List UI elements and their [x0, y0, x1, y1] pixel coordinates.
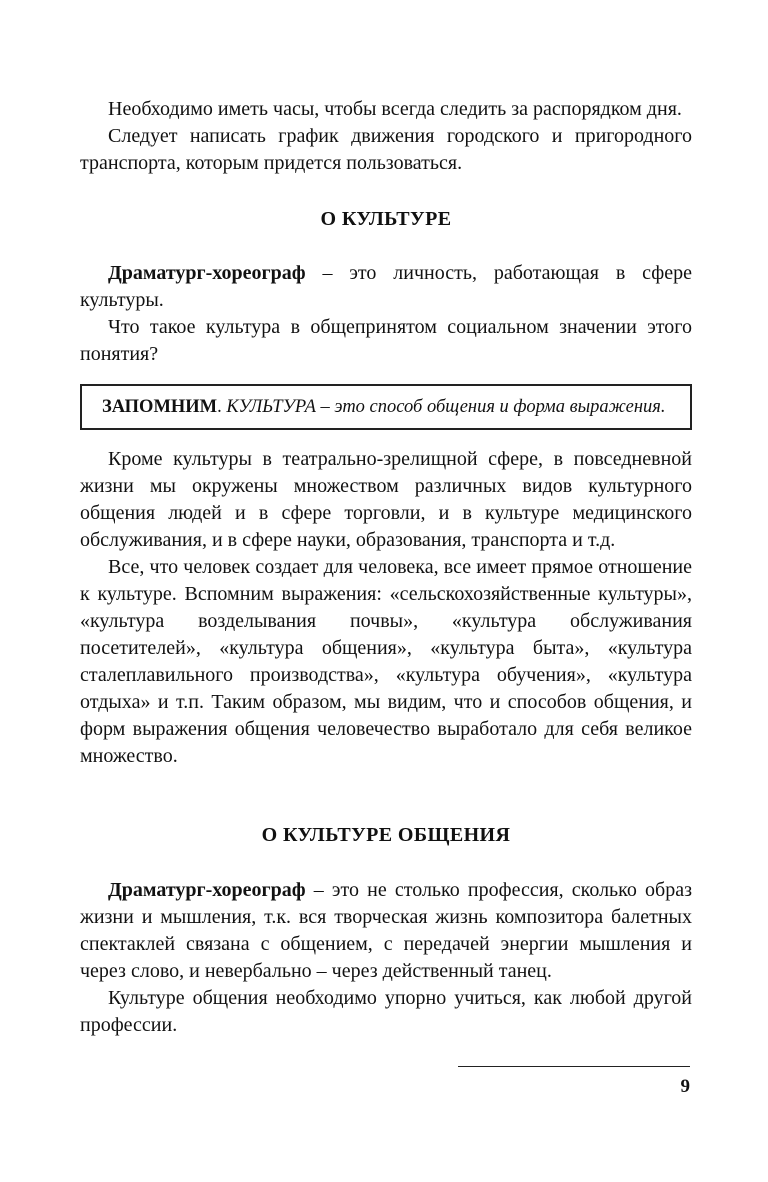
remember-box [80, 384, 692, 430]
intro-paragraph-2: Следует написать график движения городского и пригородного транспорта, которым придется пользоваться. [80, 125, 692, 174]
culture-paragraph-2: Что такое культура в общепринятом социальном значении этого понятия? [80, 316, 692, 365]
section-heading-culture: О КУЛЬТУРЕ [320, 208, 452, 230]
culture-paragraph-1-text: – это личность, работающая в сфере культуры. [80, 262, 692, 311]
remember-separator: . [217, 397, 227, 417]
remember-label: ЗАПОМНИМ [102, 397, 218, 417]
communication-paragraph-1-text: – это не столько профессия, сколько образ жизни и мышления, т.к. вся творческая жизнь композитора балетных спектаклей связана с общением, с передачей энергии мышления и через слово, и невербально – через действенный танец. [80, 879, 692, 982]
term-dramaturg: Драматург-хореограф [108, 262, 306, 284]
page-number: 9 [680, 1076, 690, 1097]
footer-rule [458, 1066, 690, 1067]
remember-text: КУЛЬТУРА – это способ общения и форма выражения. [226, 397, 666, 417]
section-heading-communication: О КУЛЬТУРЕ ОБЩЕНИЯ [261, 824, 511, 846]
culture-paragraph-1 [80, 260, 692, 314]
communication-paragraph-2: Культуре общения необходимо упорно учиться, как любой другой профессии. [80, 987, 692, 1036]
page-body [80, 96, 692, 1039]
culture-paragraph-4: Все, что человек создает для человека, все имеет прямое отношение к культуре. Вспомним выражения: «сельскохозяйственные культуры», «культура возделывания почвы», «культура обслуживания посетителей», «культура общения», «культура быта», «культура сталеплавильного производства», «культура обучения», «культура отдыха» и т.п. Таким образом, мы видим, что и способов общения, и форм выражения общения человечество выработало для себя великое множество. [80, 556, 692, 767]
intro-paragraph-1: Необходимо иметь часы, чтобы всегда следить за распорядком дня. [108, 98, 682, 120]
term-dramaturg-2: Драматург-хореограф [108, 879, 306, 901]
communication-paragraph-1 [80, 877, 692, 985]
culture-paragraph-3: Кроме культуры в театрально-зрелищной сфере, в повседневной жизни мы окружены множеством различных видов культурного общения людей и в сфере торговли, и в культуре медицинского обслуживания, и в сфере науки, образования, транспорта и т.д. [80, 448, 692, 551]
